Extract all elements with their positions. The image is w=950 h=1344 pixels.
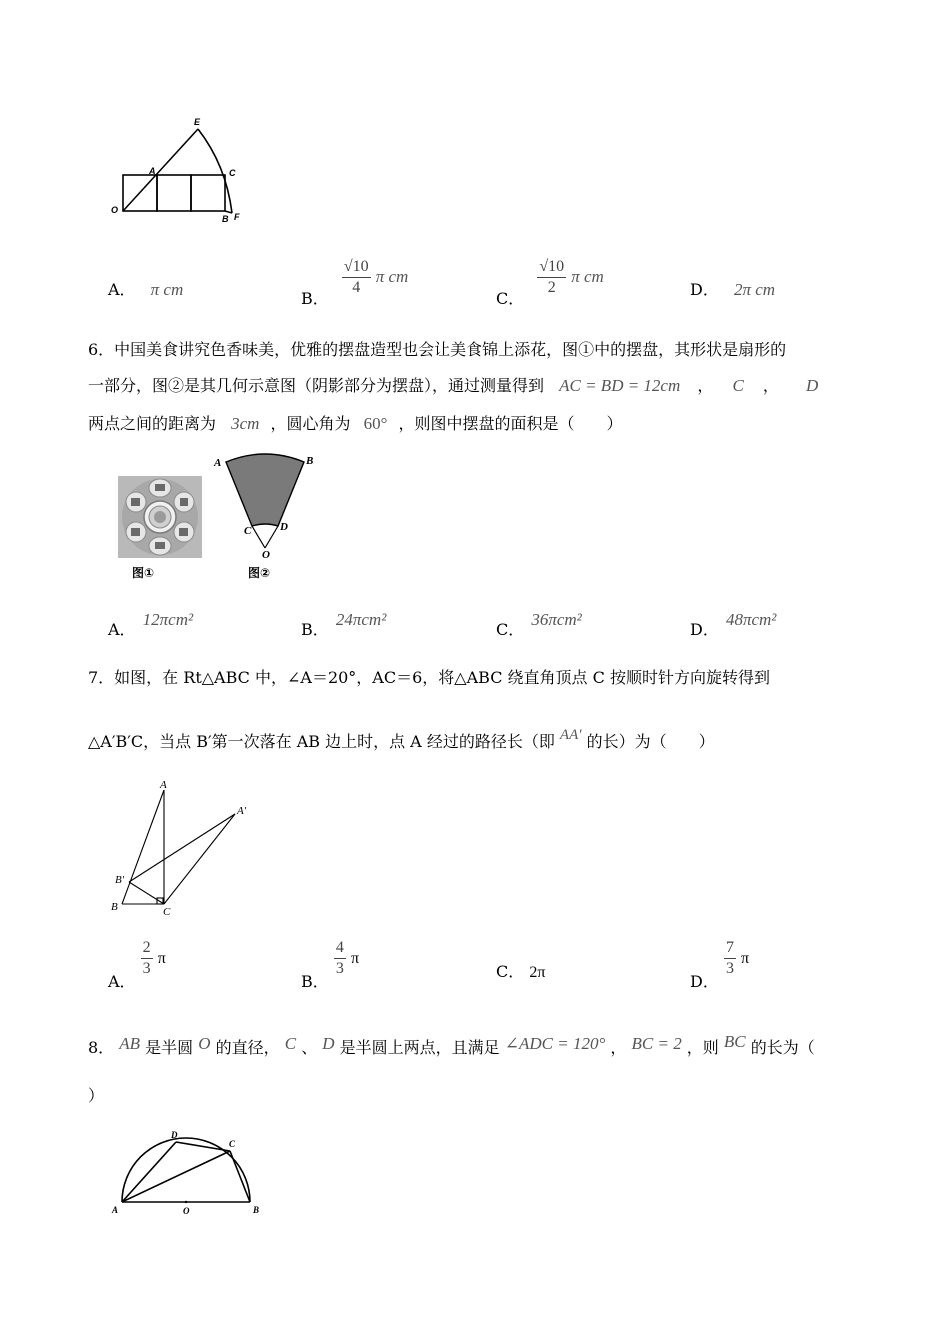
q6-option-a[interactable] <box>108 610 194 640</box>
q6-line2-eq: AC = BD = 12cm <box>559 376 681 395</box>
q5-arc-ef <box>198 129 232 213</box>
q7-option-a-den: 3 <box>142 960 151 977</box>
q7-option-d[interactable] <box>690 938 750 991</box>
q6-option-c-letter: C． <box>496 620 525 639</box>
q6-fig1-caption: 图① <box>132 566 155 580</box>
q8-t7: 的长为（ <box>750 1038 815 1057</box>
q6-option-d-expr: 48πcm² <box>725 610 777 629</box>
q6-fig2-label-c: C <box>244 525 252 537</box>
q7-label-c: C <box>163 906 171 918</box>
q7-option-a-letter: A． <box>108 972 136 991</box>
q7-option-d-num: 7 <box>724 938 736 959</box>
q6-line3-mid: ，圆心角为 <box>270 414 351 433</box>
q8-line-2: ） <box>88 1086 105 1105</box>
q5-label-f: F <box>234 212 240 222</box>
q7-figure <box>108 776 258 918</box>
q6-option-a-expr: 12πcm² <box>142 610 194 629</box>
q6-sector-figure <box>212 452 322 562</box>
q5-option-b-den: 4 <box>352 279 361 296</box>
q7-line-a1c <box>164 814 235 904</box>
q8-t2: 的直径， <box>215 1038 280 1057</box>
q7-line-ab <box>122 790 164 904</box>
q8-line-dc <box>176 1142 230 1151</box>
q8-t5: ， <box>610 1038 627 1057</box>
q6-line2-c: C <box>732 376 744 395</box>
q7-line-b1c <box>129 882 164 904</box>
q6-option-a-letter: A． <box>108 620 136 639</box>
q6-fig2-caption: 图② <box>248 566 271 580</box>
q8-label-d: D <box>171 1130 178 1140</box>
q6-sector-shaded <box>226 454 304 526</box>
q7-line-a1b1 <box>129 814 235 882</box>
q5-option-b-frac <box>342 257 371 298</box>
q8-line-1 <box>88 1032 815 1058</box>
q8-label-o: O <box>183 1206 190 1216</box>
q8-o: O <box>198 1034 211 1053</box>
q8-t6: ，则 <box>686 1038 719 1057</box>
q7-option-b-frac <box>334 938 346 979</box>
q5-option-c[interactable] <box>496 257 604 308</box>
q5-figure <box>108 115 258 225</box>
q5-option-a-letter: A． <box>108 280 136 299</box>
q6-line2-sep1: ， <box>697 376 714 395</box>
q7-label-b1: B′ <box>115 874 125 886</box>
q8-ab: AB <box>119 1034 141 1053</box>
q5-label-e: E <box>194 117 201 127</box>
q6-line-2 <box>88 376 818 396</box>
q8-line-bc <box>230 1151 250 1202</box>
q7-line2-post: 的长）为（ ） <box>586 732 715 751</box>
q7-option-a-num: 2 <box>141 938 153 959</box>
q6-line2-d: D <box>806 376 819 395</box>
q6-line-3 <box>88 414 623 434</box>
q5-line-bf <box>225 211 232 213</box>
q8-center-dot <box>185 1201 187 1203</box>
q8-figure <box>108 1118 268 1218</box>
q6-option-b[interactable] <box>301 610 387 640</box>
q5-label-o: O <box>111 205 119 215</box>
q5-option-b-num: √10 <box>342 257 371 278</box>
q7-option-d-frac <box>724 938 736 979</box>
q7-option-b-den: 3 <box>335 960 344 977</box>
q7-line-2 <box>88 727 715 753</box>
q5-label-c: C <box>229 168 236 178</box>
q6-line-co <box>252 526 265 548</box>
q7-option-b-num: 4 <box>334 938 346 959</box>
q7-option-b-letter: B． <box>301 972 329 991</box>
q5-option-c-frac <box>537 257 566 298</box>
q8-bc-eq: BC = 2 <box>631 1034 682 1053</box>
q7-option-a-frac <box>141 938 153 979</box>
q6-line3-dist: 3cm <box>231 414 260 433</box>
q5-option-c-den: 2 <box>547 279 556 296</box>
q8-angle: ∠ADC = 120° <box>504 1034 606 1053</box>
q8-label-c: C <box>229 1139 236 1149</box>
q7-option-c-letter: C． <box>496 962 525 981</box>
q6-line-1: 6．中国美食讲究色香味美，优雅的摆盘造型也会让美食锦上添花，图①中的摆盘，其形状是扇形的 <box>88 340 787 359</box>
q7-option-c[interactable] <box>496 962 545 983</box>
q6-plate-photo <box>118 476 202 558</box>
q5-option-c-tail: π cm <box>571 267 604 286</box>
q6-option-d-letter: D． <box>690 620 719 639</box>
q7-line-1: 7．如图，在 Rt△ABC 中，∠A＝20°，AC＝6，将△ABC 绕直角顶点 C 按顺时针方向旋转得到 <box>88 668 770 687</box>
q7-label-a: A <box>160 779 167 791</box>
q6-option-b-expr: 24πcm² <box>335 610 387 629</box>
q8-c: C <box>284 1034 297 1053</box>
q6-option-d[interactable] <box>690 610 777 640</box>
q6-fig2-label-b: B <box>306 455 314 467</box>
q5-option-a[interactable] <box>108 280 183 300</box>
q8-num: 8． <box>88 1038 115 1057</box>
q8-t4: 是半圆上两点，且满足 <box>339 1038 500 1057</box>
q6-fig2-label-o: O <box>262 549 270 561</box>
q7-option-d-tail: π <box>741 950 750 967</box>
q5-option-a-expr: π cm <box>150 280 184 299</box>
q8-t1: 是半圆 <box>145 1038 194 1057</box>
q6-option-c[interactable] <box>496 610 582 640</box>
q6-option-c-expr: 36πcm² <box>531 610 582 629</box>
q5-option-d-letter: D． <box>690 280 719 299</box>
q5-option-c-letter: C． <box>496 289 525 308</box>
q7-option-d-den: 3 <box>725 960 734 977</box>
q5-option-d-expr: 2π cm <box>733 280 776 299</box>
q5-line-oe <box>123 129 198 211</box>
q7-label-a1: A′ <box>237 805 247 817</box>
q6-line2-pre: 一部分，图②是其几何示意图（阴影部分为摆盘），通过测量得到 <box>88 376 545 395</box>
q7-option-b[interactable] <box>301 938 360 991</box>
q7-option-c-expr: 2π <box>529 964 546 981</box>
q6-line3-angle: 60° <box>363 414 388 433</box>
q7-line2-pre: △A′B′C，当点 B′第一次落在 AB 边上时，点 A 经过的路径长（即 <box>88 732 555 751</box>
q5-option-b-letter: B． <box>301 289 329 308</box>
q5-label-a: A <box>149 166 156 176</box>
q5-square-2 <box>157 175 191 211</box>
q6-line-do <box>265 526 278 548</box>
q7-option-a-tail: π <box>157 950 166 967</box>
q8-arc: BC <box>723 1032 746 1051</box>
q5-square-3 <box>191 175 225 211</box>
q5-option-c-num: √10 <box>537 257 566 278</box>
q6-line2-sep2: ， <box>762 376 779 395</box>
q5-option-b-tail: π cm <box>375 267 409 286</box>
q7-line2-arc: AA′ <box>559 727 582 743</box>
q6-line3-pre: 两点之间的距离为 <box>88 414 217 433</box>
q7-option-b-tail: π <box>350 950 360 967</box>
q7-option-a[interactable] <box>108 938 166 991</box>
q6-option-b-letter: B． <box>301 620 329 639</box>
q7-option-d-letter: D． <box>690 972 719 991</box>
q8-t3: 、 <box>301 1038 318 1057</box>
q8-label-a: A <box>112 1205 119 1215</box>
q5-option-b[interactable] <box>301 257 409 308</box>
q6-fig2-label-a: A <box>214 457 222 469</box>
q6-line3-post: ，则图中摆盘的面积是（ ） <box>398 414 623 433</box>
q8-d: D <box>322 1034 335 1053</box>
q5-label-b: B <box>222 214 229 224</box>
q7-label-b: B <box>111 901 118 913</box>
q8-label-b: B <box>253 1205 260 1215</box>
q5-option-d[interactable] <box>690 280 775 300</box>
q6-fig2-label-d: D <box>280 521 288 533</box>
